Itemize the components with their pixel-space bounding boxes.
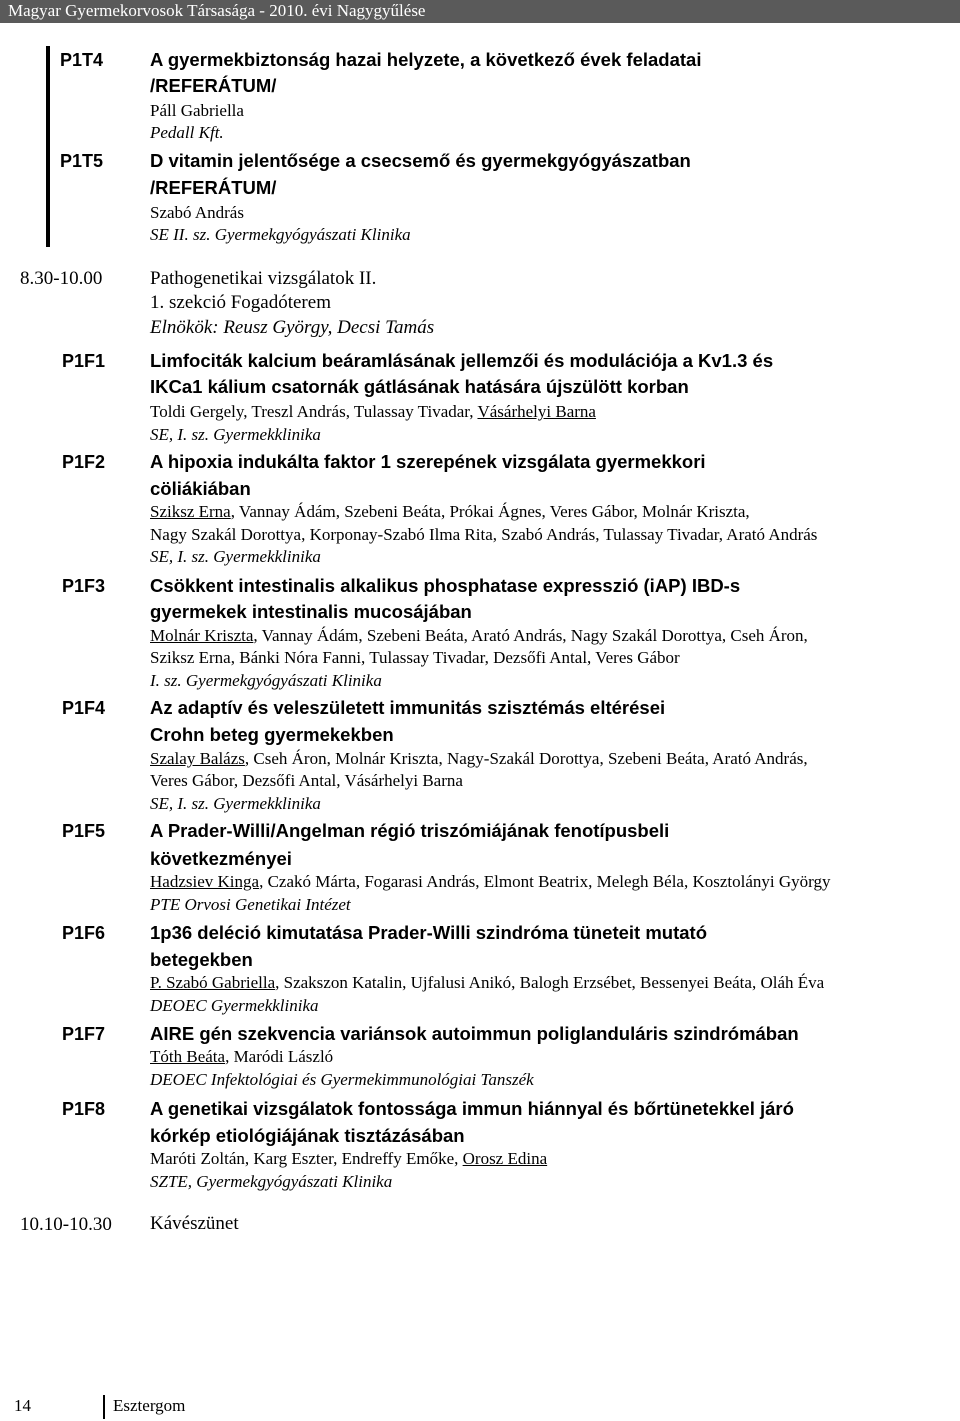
abstract-title-line: betegekben [150,949,253,970]
abstract-code: P1T4 [60,50,104,70]
break-label: Kávészünet [150,1213,239,1234]
abstract-title-line: Limfociták kalcium beáramlásának jellemzői és modulációja a Kv1.3 és [150,350,774,371]
abstract-title-line: /REFERÁTUM/ [150,75,277,96]
abstract-authors: Sziksz Erna, Vannay Ádám, Szebeni Beáta, Prókai Ágnes, Veres Gábor, Molnár Kriszta, [150,502,750,521]
abstract-code: P1F5 [62,821,106,841]
abstract-authors: Tóth Beáta, Maródi László [150,1047,334,1066]
abstract-authors: Hadzsiev Kinga, Czakó Márta, Fogarasi András, Elmont Beatrix, Melegh Béla, Kosztolányi György [150,872,831,891]
session-title: Pathogenetikai vizsgálatok II. [150,268,377,289]
abstract-title-line: D vitamin jelentősége a csecsemő és gyermekgyógyászatban [150,150,691,171]
abstract-title-line: gyermekek intestinalis mucosájában [150,601,472,622]
abstract-title-line: Crohn beteg gyermekekben [150,724,394,745]
abstract-authors: Páll Gabriella [150,101,244,120]
footer-place: Esztergom [113,1396,186,1415]
presenting-author: Sziksz Erna [150,502,231,521]
abstract-title-line: A gyermekbiztonság hazai helyzete, a következő évek feladatai [150,49,702,70]
abstract-institution: DEOEC Infektológiai és Gyermekimmunológiai Tanszék [150,1070,534,1089]
abstract-title-line: Csökkent intestinalis alkalikus phosphatase expresszió (iAP) IBD-s [150,575,741,596]
break-time: 10.10-10.30 [20,1214,112,1235]
abstract-title-line: A hipoxia indukálta faktor 1 szerepének vizsgálata gyermekkori [150,451,706,472]
abstract-code: P1F8 [62,1099,106,1119]
presenting-author: Orosz Edina [462,1149,548,1168]
abstract-institution: SE, I. sz. Gyermekklinika [150,425,321,444]
presenting-author: Hadzsiev Kinga [150,872,260,891]
abstract-title-line: 1p36 deléció kimutatása Prader-Willi szindróma tüneteit mutató [150,922,708,943]
abstract-institution: SE II. sz. Gyermekgyógyászati Klinika [150,225,411,244]
abstract-institution: PTE Orvosi Genetikai Intézet [150,895,351,914]
abstract-institution: SZTE, Gyermekgyógyászati Klinika [150,1172,393,1191]
abstract-code: P1F3 [62,576,106,596]
abstract-institution: I. sz. Gyermekgyógyászati Klinika [150,671,382,690]
abstract-authors: Toldi Gergely, Treszl András, Tulassay Tivadar, Vásárhelyi Barna [150,402,596,421]
abstract-authors: P. Szabó Gabriella, Szakszon Katalin, Ujfalusi Anikó, Balogh Erzsébet, Bessenyei Beáta, Oláh Éva [150,973,825,992]
abstract-code: P1F6 [62,923,106,943]
session-time: 8.30-10.00 [20,268,103,289]
abstract-title-line: AIRE gén szekvencia variánsok autoimmun poliglanduláris szindrómában [150,1023,799,1044]
session-chairs: Elnökök: Reusz György, Decsi Tamás [150,317,435,338]
abstract-title-line: A Prader-Willi/Angelman régió triszómiájának fenotípusbeli [150,820,670,841]
presenting-author: Tóth Beáta [150,1047,226,1066]
abstract-authors: Molnár Kriszta, Vannay Ádám, Szebeni Beáta, Arató András, Nagy Szakál Dorottya, Cseh Áron, [150,626,808,645]
presenting-author: Molnár Kriszta [150,626,254,645]
abstract-institution: Pedall Kft. [150,123,224,142]
abstract-institution: SE, I. sz. Gyermekklinika [150,794,321,813]
abstract-code: P1F4 [62,698,106,718]
session-room: 1. szekció Fogadóterem [150,292,331,313]
abstract-authors: Szabó András [150,203,244,222]
left-vertical-rule [46,46,50,247]
presenting-author: Vásárhelyi Barna [477,402,596,421]
abstract-code: P1F1 [62,351,106,371]
abstract-title-line: A genetikai vizsgálatok fontossága immun hiánnyal és bőrtünetekkel járó [150,1098,794,1119]
abstract-title-line: IKCa1 kálium csatornák gátlásának hatására újszülött korban [150,376,689,397]
abstract-title-line: cöliákiában [150,478,251,499]
page-header-band [0,0,960,23]
abstract-code: P1T5 [60,151,104,171]
abstract-authors: Szalay Balázs, Cseh Áron, Molnár Kriszta, Nagy-Szakál Dorottya, Szebeni Beáta, Arató András, [150,749,808,768]
abstract-title-line: kórkép etiológiájának tisztázásában [150,1125,465,1146]
page-number: 14 [14,1396,31,1415]
presenting-author: Szalay Balázs [150,749,245,768]
abstract-title-line: Az adaptív és veleszületett immunitás szisztémás eltérései [150,697,666,718]
abstract-institution: DEOEC Gyermekklinika [150,996,319,1015]
presenting-author: P. Szabó Gabriella [150,973,276,992]
abstract-code: P1F2 [62,452,106,472]
abstract-authors-line2: Veres Gábor, Dezsőfi Antal, Vásárhelyi Barna [150,771,463,790]
abstract-title-line: /REFERÁTUM/ [150,177,277,198]
abstract-authors-line2: Nagy Szakál Dorottya, Korponay-Szabó Ilma Rita, Szabó András, Tulassay Tivadar, Arató András [150,525,818,544]
abstract-title-line: következményei [150,848,292,869]
abstract-authors-line2: Sziksz Erna, Bánki Nóra Fanni, Tulassay Tivadar, Dezsőfi Antal, Veres Gábor [150,648,680,667]
abstract-code: P1F7 [62,1024,106,1044]
page-header-text: Magyar Gyermekorvosok Társasága - 2010. évi Nagygyűlése [8,1,426,20]
abstract-authors: Maróti Zoltán, Karg Eszter, Endreffy Emőke, Orosz Edina [150,1149,548,1168]
abstract-institution: SE, I. sz. Gyermekklinika [150,547,321,566]
